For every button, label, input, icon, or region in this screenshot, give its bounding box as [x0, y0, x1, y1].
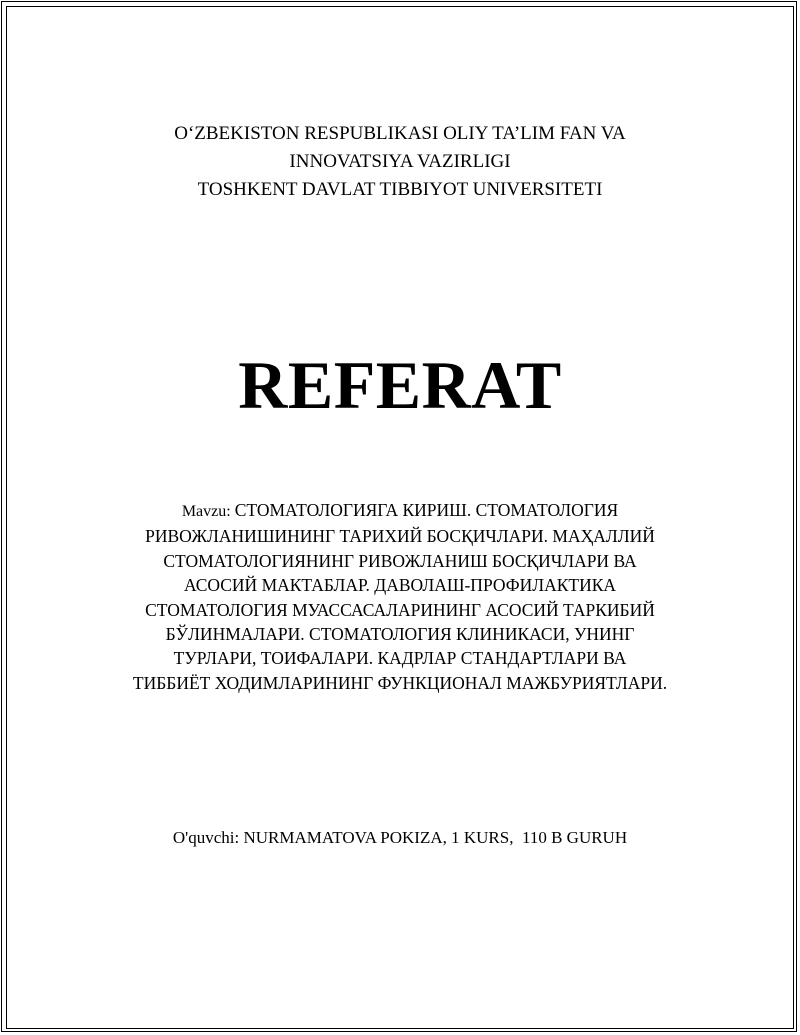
topic-line: ТИББИЁТ ХОДИМЛАРИНИНГ ФУНКЦИОНАЛ МАЖБУРИЯТЛАРИ.	[132, 672, 668, 693]
topic-line: БЎЛИНМАЛАРИ. СТОМАТОЛОГИЯ КЛИНИКАСИ, УНИНГ	[165, 624, 635, 645]
header-line-university: TOSHKENT DAVLAT TIBBIYOT UNIVERSITETI	[197, 179, 603, 200]
header-line-ministry-2: INNOVATSIYA VAZIRLIGI	[289, 151, 511, 172]
document-title: REFERAT	[238, 347, 562, 423]
topic-line-text: СТОМАТОЛОГИЯГА КИРИШ. СТОМАТОЛОГИЯ	[234, 500, 619, 520]
institution-header	[0, 120, 800, 204]
topic-line: СТОМАТОЛОГИЯНИНГ РИВОЖЛАНИШ БОСҚИЧЛАРИ ВА	[163, 550, 637, 571]
topic-line: ТУРЛАРИ, ТОИФАЛАРИ. КАДРЛАР СТАНДАРТЛАРИ ВА	[173, 648, 627, 669]
topic-line	[0, 498, 800, 524]
topic-prefix: Mavzu:	[181, 503, 235, 520]
topic-line: АСОСИЙ МАКТАБЛАР. ДАВОЛАШ-ПРОФИЛАКТИКА	[183, 575, 617, 596]
header-line-ministry-1: O‘ZBEKISTON RESPUBLIKASI OLIY TA’LIM FAN VA	[174, 123, 626, 144]
topic-line: РИВОЖЛАНИШИНИНГ ТАРИХИЙ БОСҚИЧЛАРИ. МАҲАЛЛИЙ	[145, 526, 655, 547]
topic-block	[0, 498, 800, 695]
topic-line: СТОМАТОЛОГИЯ МУАССАСАЛАРИНИНГ АСОСИЙ ТАРКИБИЙ	[145, 599, 655, 620]
student-info: O'quvchi: NURMAMATOVA POKIZA, 1 KURS, 110 B GURUH	[172, 828, 628, 847]
